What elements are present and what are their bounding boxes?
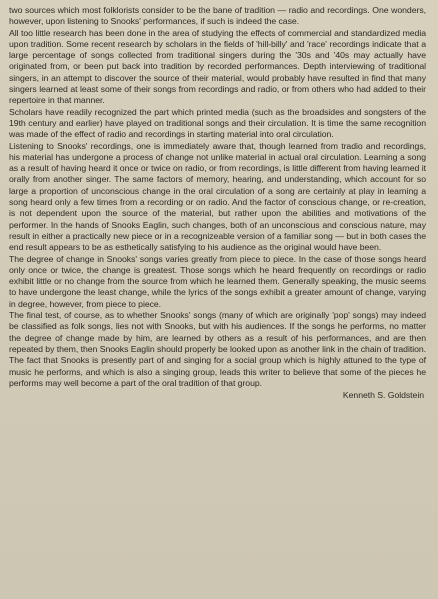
paragraph-3: Scholars have readily recognized the part which printed media (such as the broadsides and songsters of the 19th century and earlier) have played on traditional songs and their circulation. It is time the same recognition was made of the effect of radio and recordings in starting material into oral circulation. [9, 106, 426, 140]
author-signature: Kenneth S. Goldstein [342, 390, 424, 401]
paragraph-4: Listening to Snooks' recordings, one is immediately aware that, though learned from tradio and recordings, his material has undergone a process of change not unlike material in actual oral circulation. Learning a song as a result of having heard it once or twice on radio, or from recordings, is little different from having learned it orally from another singer. The same factors of memory, hearing, and understanding, which account for so large a proportion of unconscious change in the oral circulation of a song are certainly at play in learning a song heard only a few times from a recording or on radio. And the factor of conscious change, or re-creation, is not dependent upon the source of the material, but rather upon the abilities and motivations of the performer. In the hands of Snooks Eaglin, such changes, both of an unconscious and conscious nature, may result in either a practically new piece or in a recognizeable version of a familiar song — but in both cases the end result appears to be as esthetically satisfying to his audience as the original would have been. [9, 140, 426, 253]
paragraph-1: two sources which most folklorists consider to be the bane of tradition — radio and recordings. One wonders, however, upon listening to Snooks' performances, if such is indeed the case. [9, 5, 426, 27]
paragraph-5: The degree of change in Snooks' songs varies greatly from piece to piece. In the case of those songs heard only once or twice, the change is greatest. Those songs which he heard frequently on recordings or radio exhibit little or no change from the source from which he learned them. Generally speaking, the music seems to have undergone the least change, while the lyrics of the songs exhibit a greater amount of change, varying in degree, however, from piece to piece. [9, 253, 426, 309]
paragraph-6: The final test, of course, as to whether Snooks' songs (many of which are originally 'pop' songs) may indeed be classified as folk songs, lies not with Snooks, but with his audiences. If the songs he performs, no matter the degree of change made by him, are learned by others as a result of his performances, and are then repeated by them, then Snooks Eaglin should properly be looked upon as another link in the chain of tradition. The fact that Snooks is presently part of and singing for a social group which is highly attuned to the type of music he performs, and which is also a singing group, leads this writer to believe that some of the pieces he performs may well become a part of the oral tradition of that group. [9, 310, 426, 388]
paragraph-2: All too little research has been done in the area of studying the effects of commercial and standardized media upon tradition. Some recent research by scholars in the fields of 'hill-billy' and 'race' recordings indicate that a large percentage of songs collected from traditional singers during the '30s and '40s may actually have originated from, or been put back into tradition by recorded performances. Depth interviewing of traditional singers, in an attempt to discover the source of their material, would probably have resulted in find that many singers learned at least some of their songs from recordings and radio, or from others who had added to their repertoire in that manner. [9, 27, 426, 106]
